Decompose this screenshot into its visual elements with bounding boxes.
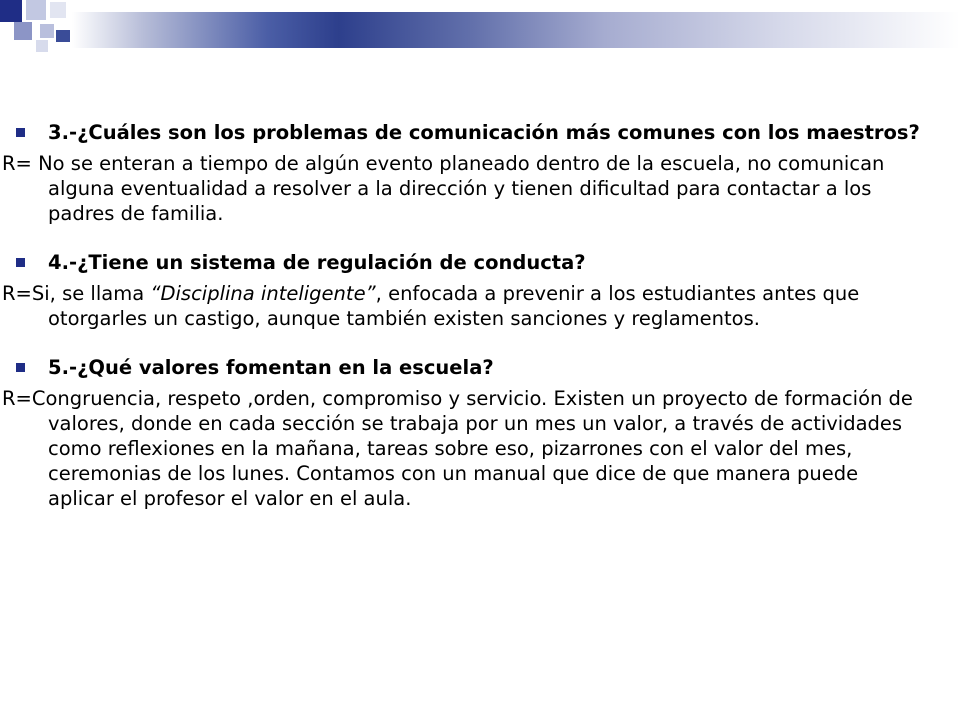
answer-5 bbox=[2, 386, 960, 511]
decor-square bbox=[40, 24, 54, 38]
answer-text-italic: “Disciplina inteligente” bbox=[150, 282, 376, 305]
question-3 bbox=[0, 120, 960, 145]
decor-square bbox=[56, 30, 70, 42]
answer-text-prefix: R=Si, se llama bbox=[2, 282, 151, 305]
question-5 bbox=[0, 355, 960, 380]
question-text: 3.-¿Cuáles son los problemas de comunicación más comunes con los maestros? bbox=[48, 121, 920, 144]
answer-text-suffix: , enfocada a prevenir a los estudiantes antes que otorgarles un castigo, aunque también existen sanciones y reglamentos. bbox=[48, 282, 860, 330]
answer-3 bbox=[2, 151, 960, 226]
decor-square bbox=[14, 22, 32, 40]
decor-square bbox=[26, 0, 46, 20]
decor-square bbox=[0, 0, 22, 22]
question-4 bbox=[0, 250, 960, 275]
answer-4 bbox=[2, 281, 960, 331]
square-bullet-icon bbox=[16, 258, 25, 267]
square-bullet-icon bbox=[16, 363, 25, 372]
answer-text: R= No se enteran a tiempo de algún evento planeado dentro de la escuela, no comunican alguna eventualidad a resolver a la dirección y tienen dificultad para contactar a los padres de familia. bbox=[2, 152, 885, 225]
slide-content bbox=[0, 120, 960, 511]
header-gradient-bar bbox=[72, 12, 960, 48]
answer-text: R=Congruencia, respeto ,orden, compromiso y servicio. Existen un proyecto de formación de valores, donde en cada sección se trabaja por un mes un valor, a través de actividades como reflexiones en la mañana, tareas sobre eso, pizarrones con el valor del mes, ceremonias de los lunes. Contamos con un manual que dice de que manera puede aplicar el profesor el valor en el aula. bbox=[2, 387, 913, 510]
decor-square bbox=[50, 2, 66, 18]
square-bullet-icon bbox=[16, 128, 25, 137]
decor-square bbox=[36, 40, 48, 52]
question-text: 5.-¿Qué valores fomentan en la escuela? bbox=[48, 356, 494, 379]
question-text: 4.-¿Tiene un sistema de regulación de conducta? bbox=[48, 251, 586, 274]
